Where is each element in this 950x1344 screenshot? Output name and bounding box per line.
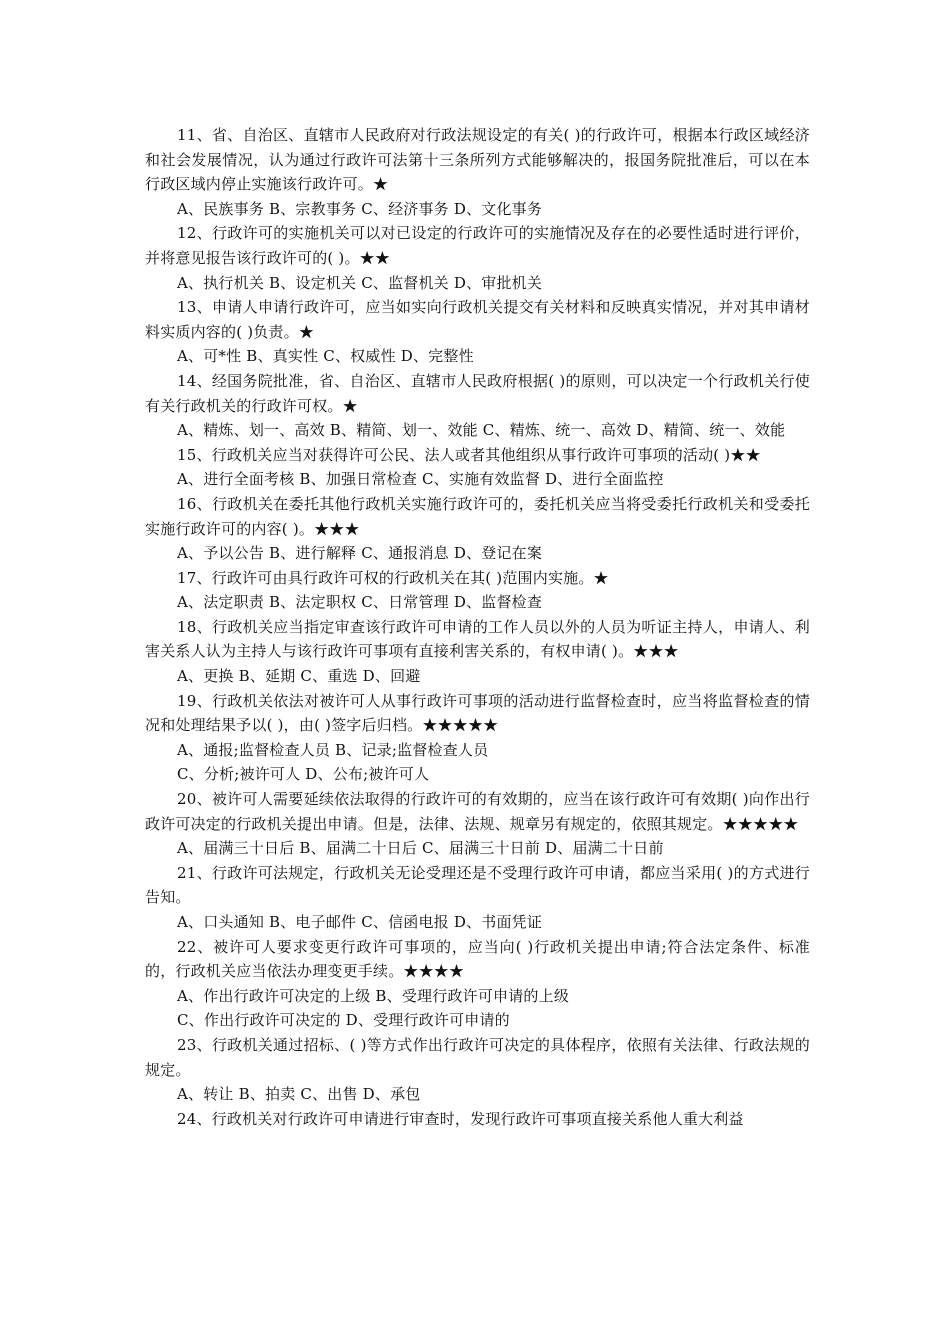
options-15: A、进行全面考核 B、加强日常检查 C、实施有效监督 D、进行全面监控 (177, 470, 664, 489)
options-12: A、执行机关 B、设定机关 C、监督机关 D、审批机关 (177, 273, 543, 292)
question-18: 18、行政机关应当指定审查该行政许可申请的工作人员以外的人员为听证主持人，申请人、利害关系人认为主持人与该行政许可事项有直接利害关系的，有权申请( )。★★★ (145, 617, 810, 661)
question-23: 23、行政机关通过招标、( )等方式作出行政许可决定的具体程序，依照有关法律、行政法规的规定。 (145, 1035, 810, 1079)
options-21: A、口头通知 B、电子邮件 C、信函电报 D、书面凭证 (177, 913, 543, 931)
options-22-a-b: A、作出行政许可决定的上级 B、受理行政许可申请的上级 (177, 986, 570, 1005)
options-19-a-b: A、通报;监督检查人员 B、记录;监督检查人员 (177, 740, 489, 759)
question-list (145, 123, 810, 1131)
options-22-c-d: C、作出行政许可决定的 D、受理行政许可申请的 (177, 1011, 510, 1030)
options-20: A、届满三十日后 B、届满二十日后 C、届满三十日前 D、届满二十日前 (177, 839, 664, 858)
options-16: A、予以公告 B、进行解释 C、通报消息 D、登记在案 (177, 544, 543, 563)
question-24: 24、行政机关对行政许可申请进行审查时，发现行政许可事项直接关系他人重大利益 (177, 1109, 744, 1128)
options-14: A、精炼、划一、高效 B、精简、划一、效能 C、精炼、统一、高效 D、精简、统一、效能 (177, 421, 786, 440)
question-17: 17、行政许可由具行政许可权的行政机关在其( )范围内实施。★ (177, 568, 609, 587)
question-11: 11、省、自治区、直辖市人民政府对行政法规设定的有关( )的行政许可，根据本行政区域经济和社会发展情况，认为通过行政许可法第十三条所列方式能够解决的，报国务院批准后，可以在本行政区域内停止实施该行政许可。★ (145, 126, 810, 194)
question-15: 15、行政机关应当对获得许可公民、法人或者其他组织从事行政许可事项的活动( )★★ (177, 445, 761, 464)
options-19-c-d: C、分析;被许可人 D、公布;被许可人 (177, 765, 430, 784)
question-16: 16、行政机关在委托其他行政机关实施行政许可的，委托机关应当将受委托行政机关和受委托实施行政许可的内容( )。★★★ (145, 494, 810, 538)
question-21: 21、行政许可法规定，行政机关无论受理还是不受理行政许可申请，都应当采用( )的方式进行告知。 (145, 863, 810, 907)
options-13: A、可*性 B、真实性 C、权威性 D、完整性 (177, 347, 474, 366)
question-12: 12、行政许可的实施机关可以对已设定的行政许可的实施情况及存在的必要性适时进行评价，并将意见报告该行政许可的( )。★★ (145, 224, 810, 267)
question-20: 20、被许可人需要延续依法取得的行政许可的有效期的，应当在该行政许可有效期( )向作出行政许可决定的行政机关提出申请。但是，法律、法规、规章另有规定的，依照其规定。★★★★★ (145, 790, 810, 833)
question-22: 22、被许可人要求变更行政许可事项的，应当向( )行政机关提出申请;符合法定条件、标准的，行政机关应当依法办理变更手续。★★★★ (145, 937, 810, 981)
options-11: A、民族事务 B、宗教事务 C、经济事务 D、文化事务 (177, 199, 543, 218)
question-19: 19、行政机关依法对被许可人从事行政许可事项的活动进行监督检查时，应当将监督检查的情况和处理结果予以( )，由( )签字后归档。★★★★★ (145, 691, 810, 735)
options-23: A、转让 B、拍卖 C、出售 D、承包 (177, 1085, 421, 1104)
question-13: 13、申请人申请行政许可，应当如实向行政机关提交有关材料和反映真实情况，并对其申请材料实质内容的( )负责。★ (145, 298, 810, 341)
options-18: A、更换 B、延期 C、重选 D、回避 (177, 667, 421, 686)
options-17: A、法定职责 B、法定职权 C、日常管理 D、监督检查 (177, 593, 543, 612)
question-14: 14、经国务院批准，省、自治区、直辖市人民政府根据( )的原则，可以决定一个行政机关行使有关行政机关的行政许可权。★ (145, 371, 810, 415)
